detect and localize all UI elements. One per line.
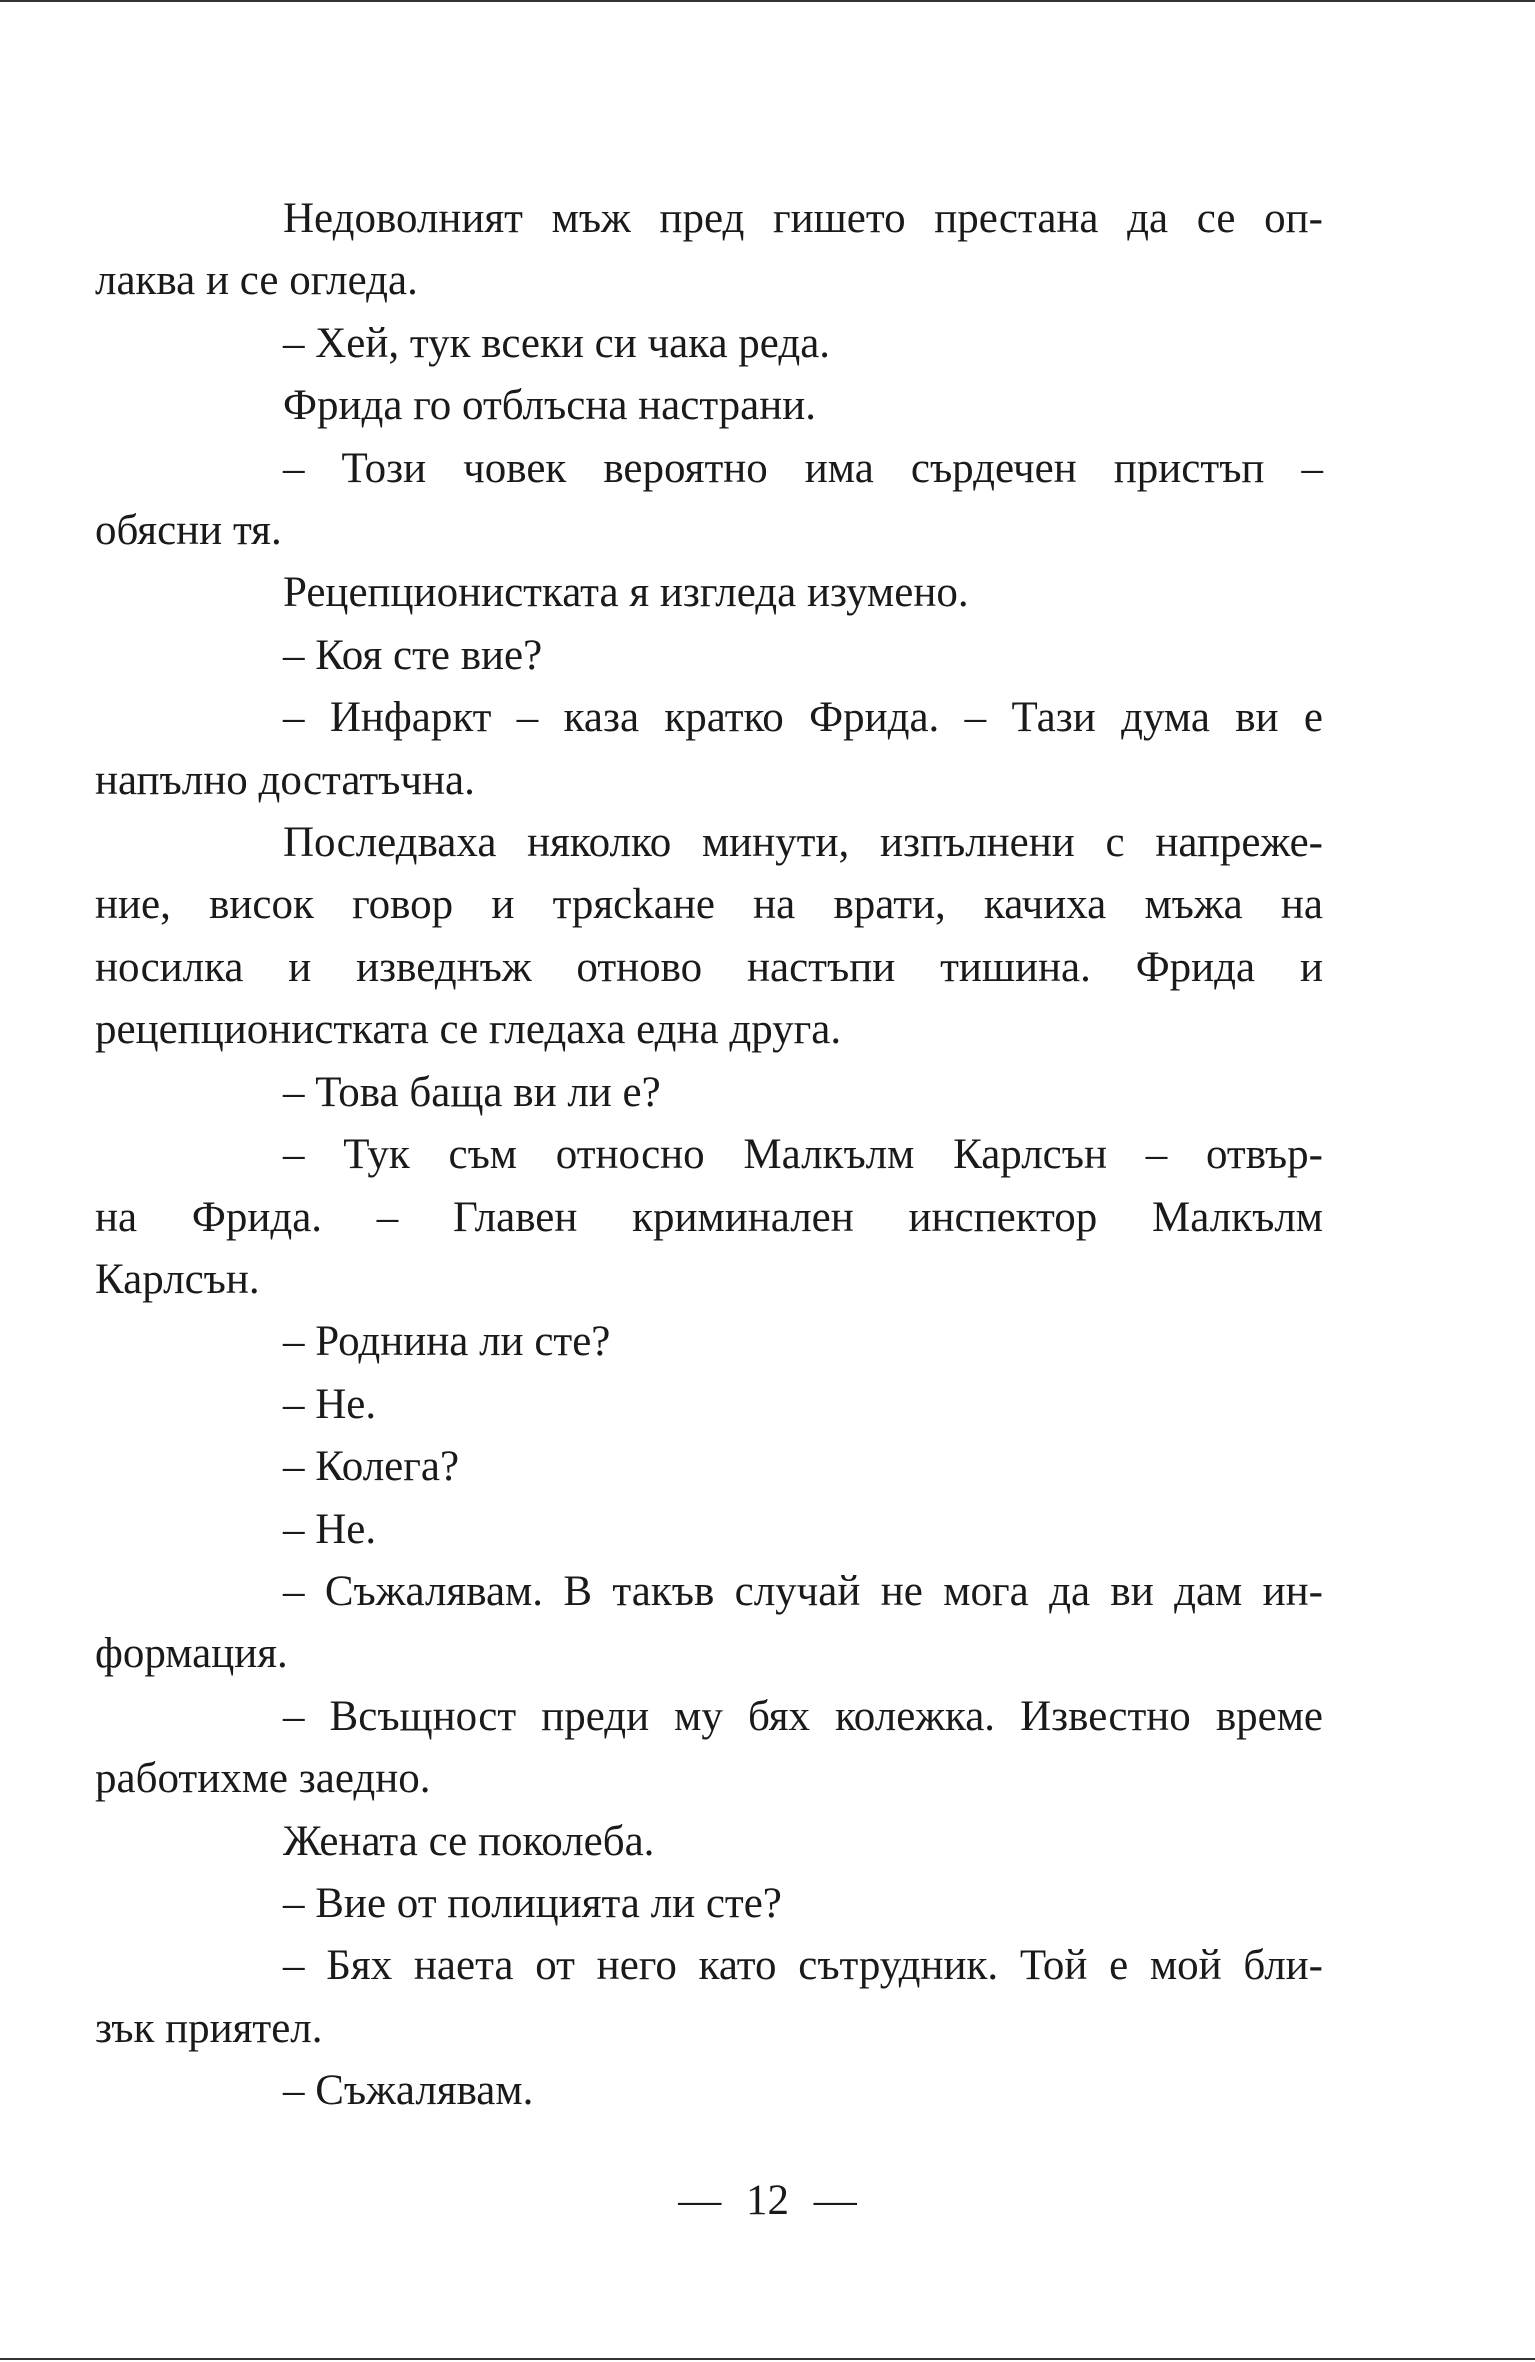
text-line: – Роднина ли сте?	[283, 1318, 611, 1366]
page-number: 12	[746, 2177, 789, 2224]
paragraph	[189, 313, 1323, 375]
paragraph	[189, 1811, 1323, 1873]
text-line: – Това баща ви ли е?	[283, 1068, 661, 1116]
paragraph	[189, 1436, 1323, 1498]
text-line: – Не.	[283, 1505, 377, 1553]
bottom-rule	[0, 2358, 1535, 2360]
page-number-dash-right: —	[813, 2177, 857, 2224]
paragraph	[95, 812, 1323, 1062]
paragraph	[95, 1124, 1323, 1311]
text-line: Недоволният мъж пред гишето престана да се оп-	[283, 195, 1323, 242]
paragraph	[189, 625, 1323, 687]
text-line: формация.	[95, 1630, 288, 1678]
text-line: – Колега?	[283, 1443, 460, 1491]
paragraph	[95, 438, 1323, 563]
paragraph	[189, 1873, 1323, 1935]
text-line: – Коя сте вие?	[283, 631, 543, 679]
text-line: – Вие от полицията ли сте?	[283, 1879, 782, 1927]
text-line: Жената се поколеба.	[283, 1817, 655, 1865]
text-line: – Не.	[283, 1380, 377, 1428]
text-line: Карлсън.	[95, 1255, 260, 1303]
text-line: – Тук съм относно Малкълм Карлсън – отвър-	[283, 1131, 1323, 1179]
paragraph	[189, 1374, 1323, 1436]
paragraph	[95, 1561, 1323, 1686]
paragraph	[95, 188, 1323, 313]
text-line: напълно достатъчна.	[95, 756, 475, 804]
paragraph	[189, 1311, 1323, 1373]
paragraph	[189, 1062, 1323, 1124]
body-text	[95, 188, 1323, 2123]
text-line: рецепционистката се гледаха една друга.	[95, 1006, 842, 1054]
paragraph	[95, 1686, 1323, 1811]
text-line: Фрида го отблъсна настрани.	[283, 382, 817, 430]
text-line: работихме заедно.	[95, 1755, 431, 1803]
paragraph	[189, 375, 1323, 437]
text-line: – Съжалявам. В такъв случай не мога да ви дам ин-	[283, 1567, 1323, 1615]
text-line: носилка и изведнъж отново настъпи тишина. Фрида и	[95, 943, 1323, 991]
paragraph	[189, 2060, 1323, 2122]
text-line: – Този човек вероятно има сърдечен пристъп –	[283, 444, 1323, 492]
text-line: зък приятел.	[95, 2004, 323, 2052]
text-line: Рецепционистката я изгледа изумено.	[283, 569, 969, 617]
text-line: ние, висок говор и трясkане на врати, качиха мъжа на	[95, 881, 1323, 929]
text-line: – Всъщност преди му бях колежка. Известно време	[283, 1692, 1323, 1740]
page-footer	[0, 2170, 1535, 2232]
text-line: лаква и се огледа.	[95, 257, 418, 305]
text-line: – Инфаркт – каза кратко Фрида. – Тази дума ви е	[283, 694, 1323, 742]
text-line: обясни тя.	[95, 507, 282, 555]
page-number-dash-left: —	[678, 2177, 722, 2224]
text-line: на Фрида. – Главен криминален инспектор Малкълм	[95, 1193, 1323, 1241]
paragraph	[95, 1935, 1323, 2060]
paragraph	[189, 1499, 1323, 1561]
paragraph	[95, 687, 1323, 812]
top-rule	[0, 0, 1535, 2]
text-line: Последваха няколко минути, изпълнени с напреже-	[283, 819, 1323, 867]
text-line: – Бях наета от него като сътрудник. Той е мой бли-	[283, 1942, 1323, 1990]
text-line: – Хей, тук всеки си чака реда.	[283, 319, 831, 367]
text-line: – Съжалявам.	[283, 2067, 534, 2115]
paragraph	[189, 562, 1323, 624]
